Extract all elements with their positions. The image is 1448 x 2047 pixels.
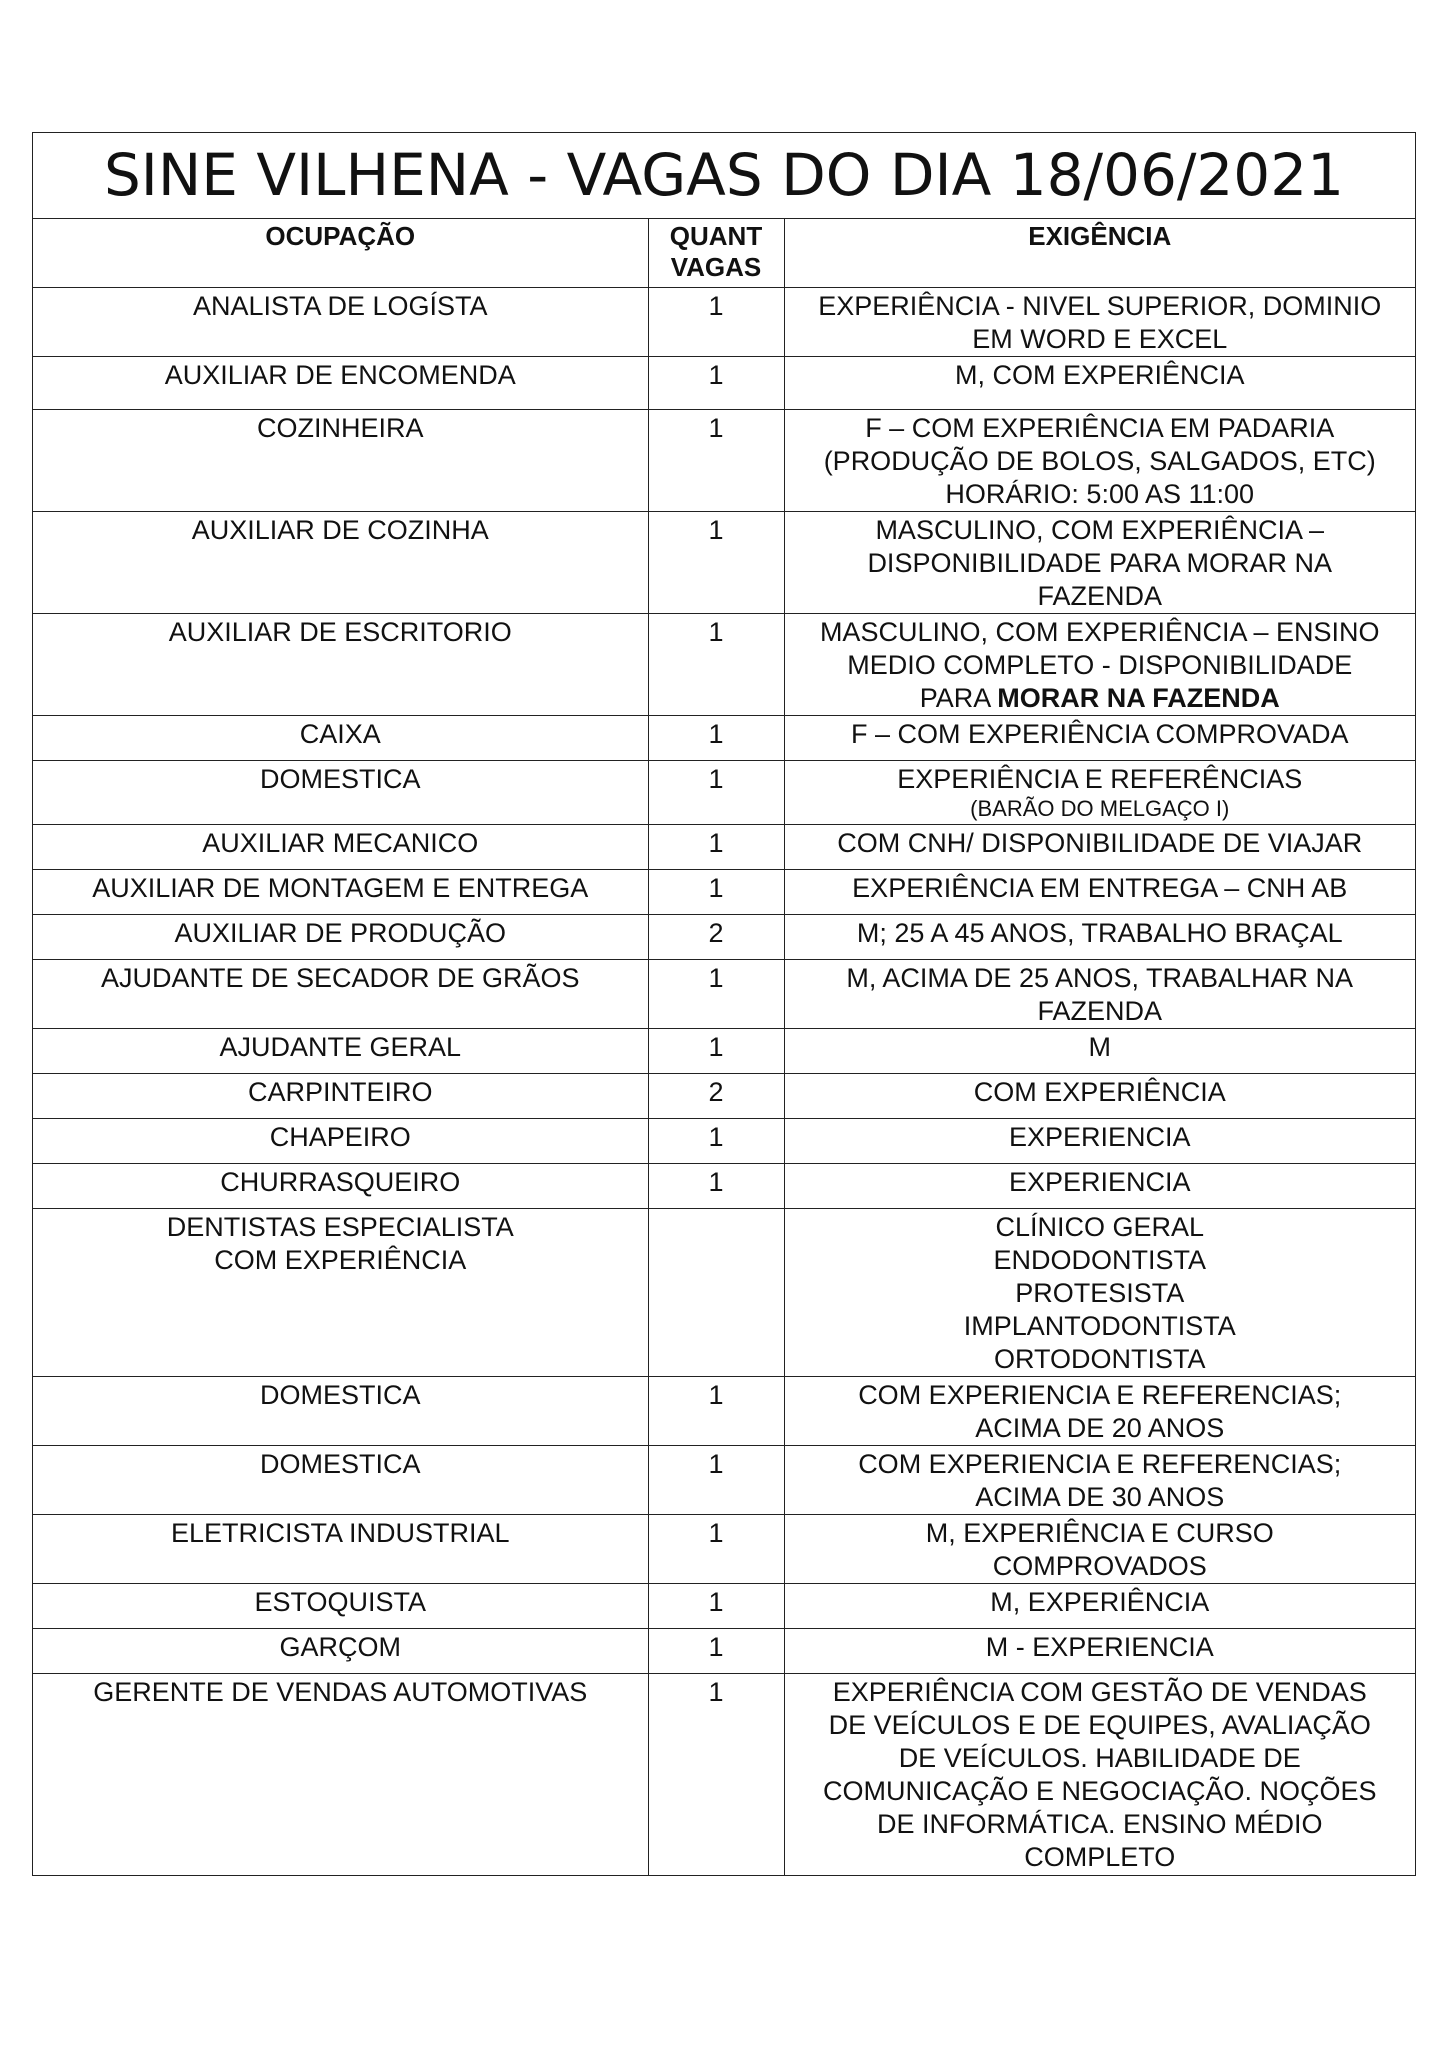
exigencia-bold-part: MORAR NA FAZENDA	[997, 682, 1280, 713]
cell-exigencia	[784, 1163, 1415, 1208]
cell-exigencia	[784, 869, 1415, 914]
ocupacao-text: AUXILIAR MECANICO	[202, 827, 479, 858]
cell-quant-vagas: 1	[648, 869, 784, 914]
table-row	[33, 511, 1415, 613]
cell-exigencia	[784, 914, 1415, 959]
exigencia-text: COM EXPERIENCIA E REFERENCIAS;	[858, 1448, 1342, 1479]
exigencia-text: EM WORD E EXCEL	[972, 323, 1228, 354]
ocupacao-text: CARPINTEIRO	[247, 1076, 433, 1107]
cell-exigencia	[784, 287, 1415, 356]
exigencia-text: ACIMA DE 20 ANOS	[975, 1412, 1225, 1443]
cell-ocupacao	[33, 959, 648, 1028]
cell-exigencia	[784, 1673, 1415, 1875]
ocupacao-text: AJUDANTE GERAL	[219, 1031, 462, 1062]
cell-ocupacao	[33, 1028, 648, 1073]
ocupacao-text: GARÇOM	[279, 1631, 401, 1662]
ocupacao-text: CAIXA	[299, 718, 381, 749]
cell-exigencia	[784, 511, 1415, 613]
cell-quant-vagas: 1	[648, 511, 784, 613]
exigencia-text: FAZENDA	[1037, 995, 1163, 1026]
exigencia-text: COMPROVADOS	[992, 1550, 1207, 1581]
cell-quant-vagas: 1	[648, 1445, 784, 1514]
exigencia-text: EXPERIÊNCIA EM ENTREGA – CNH AB	[852, 872, 1348, 903]
cell-quant-vagas: 1	[648, 1376, 784, 1445]
cell-quant-vagas: 1	[648, 715, 784, 760]
cell-exigencia	[784, 959, 1415, 1028]
cell-ocupacao	[33, 1445, 648, 1514]
exigencia-text: ENDODONTISTA	[993, 1244, 1206, 1275]
exigencia-text: M, COM EXPERIÊNCIA	[954, 359, 1245, 390]
exigencia-text: F – COM EXPERIÊNCIA COMPROVADA	[850, 718, 1349, 749]
exigencia-plain-part: PARA	[919, 682, 998, 713]
ocupacao-text: DENTISTAS ESPECIALISTA	[166, 1211, 514, 1242]
cell-ocupacao	[33, 356, 648, 409]
cell-quant-vagas: 1	[648, 1028, 784, 1073]
cell-exigencia	[784, 715, 1415, 760]
cell-ocupacao	[33, 1514, 648, 1583]
ocupacao-text: DOMESTICA	[259, 1379, 421, 1410]
table-row	[33, 287, 1415, 356]
exigencia-text: DE INFORMÁTICA. ENSINO MÉDIO	[876, 1808, 1323, 1839]
table-row	[33, 409, 1415, 511]
exigencia-text: EXPERIÊNCIA E REFERÊNCIAS	[897, 763, 1303, 794]
table-row	[33, 1118, 1415, 1163]
cell-quant-vagas: 2	[648, 914, 784, 959]
cell-quant-vagas: 1	[648, 409, 784, 511]
cell-quant-vagas: 1	[648, 356, 784, 409]
header-quant-line1: QUANT	[669, 221, 763, 251]
cell-ocupacao	[33, 1208, 648, 1376]
cell-exigencia	[784, 824, 1415, 869]
cell-exigencia	[784, 1445, 1415, 1514]
cell-ocupacao	[33, 1163, 648, 1208]
exigencia-text: ORTODONTISTA	[993, 1343, 1206, 1374]
table-row	[33, 715, 1415, 760]
ocupacao-text: AUXILIAR DE PRODUÇÃO	[174, 917, 507, 948]
exigencia-text: M, EXPERIÊNCIA	[990, 1586, 1210, 1617]
exigencia-text: M; 25 A 45 ANOS, TRABALHO BRAÇAL	[856, 917, 1343, 948]
exigencia-text-mixed	[791, 682, 1410, 715]
exigencia-text: FAZENDA	[1037, 580, 1163, 611]
exigencia-text: COMUNICAÇÃO E NEGOCIAÇÃO. NOÇÕES	[822, 1775, 1377, 1806]
cell-ocupacao	[33, 1628, 648, 1673]
header-quant-line2: VAGAS	[670, 252, 762, 282]
ocupacao-text: AUXILIAR DE ENCOMENDA	[164, 359, 516, 390]
cell-exigencia	[784, 1376, 1415, 1445]
table-row	[33, 1514, 1415, 1583]
table-row	[33, 356, 1415, 409]
cell-quant-vagas: 1	[648, 1163, 784, 1208]
cell-exigencia	[784, 409, 1415, 511]
exigencia-text: COMPLETO	[1024, 1841, 1176, 1872]
cell-ocupacao	[33, 1376, 648, 1445]
cell-exigencia	[784, 1073, 1415, 1118]
table-header-row	[33, 219, 1415, 287]
exigencia-text: MASCULINO, COM EXPERIÊNCIA – ENSINO	[819, 616, 1380, 647]
cell-ocupacao	[33, 914, 648, 959]
cell-quant-vagas: 1	[648, 824, 784, 869]
cell-ocupacao	[33, 409, 648, 511]
ocupacao-text: ANALISTA DE LOGÍSTA	[192, 290, 488, 321]
cell-quant-vagas: 1	[648, 1514, 784, 1583]
table-row	[33, 1583, 1415, 1628]
table-row	[33, 613, 1415, 715]
cell-quant-vagas: 1	[648, 760, 784, 824]
exigencia-text: EXPERIENCIA	[1008, 1166, 1191, 1197]
ocupacao-text: AUXILIAR DE COZINHA	[191, 514, 489, 545]
table-row	[33, 824, 1415, 869]
cell-exigencia	[784, 1583, 1415, 1628]
ocupacao-text: AUXILIAR DE MONTAGEM E ENTREGA	[92, 872, 589, 903]
table-row	[33, 1376, 1415, 1445]
cell-ocupacao	[33, 715, 648, 760]
table-row	[33, 1628, 1415, 1673]
cell-ocupacao	[33, 287, 648, 356]
cell-ocupacao	[33, 613, 648, 715]
exigencia-text: M, ACIMA DE 25 ANOS, TRABALHAR NA	[846, 962, 1354, 993]
table-body	[33, 287, 1415, 1875]
page-title: SINE VILHENA - VAGAS DO DIA 18/06/2021	[33, 133, 1415, 219]
cell-quant-vagas: 1	[648, 1583, 784, 1628]
header-ocupacao: OCUPAÇÃO	[33, 219, 648, 287]
ocupacao-text: ESTOQUISTA	[254, 1586, 427, 1617]
job-listing-sheet	[32, 132, 1416, 1876]
exigencia-text: EXPERIÊNCIA - NIVEL SUPERIOR, DOMINIO	[818, 290, 1382, 321]
exigencia-text: (PRODUÇÃO DE BOLOS, SALGADOS, ETC)	[823, 445, 1376, 476]
ocupacao-text: AJUDANTE DE SECADOR DE GRÃOS	[100, 962, 580, 993]
cell-ocupacao	[33, 1673, 648, 1875]
exigencia-text: ACIMA DE 30 ANOS	[975, 1481, 1225, 1512]
cell-quant-vagas: 2	[648, 1073, 784, 1118]
cell-quant-vagas: 1	[648, 1673, 784, 1875]
table-row	[33, 760, 1415, 824]
cell-quant-vagas: 1	[648, 287, 784, 356]
exigencia-text: COM EXPERIENCIA E REFERENCIAS;	[858, 1379, 1342, 1410]
cell-exigencia	[784, 613, 1415, 715]
cell-ocupacao	[33, 1583, 648, 1628]
cell-ocupacao	[33, 869, 648, 914]
ocupacao-text: CHURRASQUEIRO	[220, 1166, 461, 1197]
cell-quant-vagas: 1	[648, 1118, 784, 1163]
exigencia-text: M, EXPERIÊNCIA E CURSO	[925, 1517, 1274, 1548]
exigencia-text: IMPLANTODONTISTA	[963, 1310, 1236, 1341]
exigencia-text: EXPERIENCIA	[1008, 1121, 1191, 1152]
table-row	[33, 1163, 1415, 1208]
table-row	[33, 1073, 1415, 1118]
header-quant-vagas	[648, 219, 784, 287]
ocupacao-text: DOMESTICA	[259, 1448, 421, 1479]
exigencia-text: MEDIO COMPLETO - DISPONIBILIDADE	[847, 649, 1353, 680]
exigencia-text: DISPONIBILIDADE PARA MORAR NA	[867, 547, 1333, 578]
exigencia-text: HORÁRIO: 5:00 AS 11:00	[945, 478, 1255, 509]
cell-quant-vagas	[648, 1208, 784, 1376]
cell-quant-vagas: 1	[648, 1628, 784, 1673]
cell-exigencia	[784, 760, 1415, 824]
table-row	[33, 1673, 1415, 1875]
cell-exigencia	[784, 1514, 1415, 1583]
exigencia-text: PROTESISTA	[1015, 1277, 1185, 1308]
ocupacao-text: COZINHEIRA	[256, 412, 424, 443]
cell-ocupacao	[33, 760, 648, 824]
cell-quant-vagas: 1	[648, 959, 784, 1028]
table-row	[33, 869, 1415, 914]
vacancies-table	[33, 219, 1415, 1875]
ocupacao-text: GERENTE DE VENDAS AUTOMOTIVAS	[93, 1676, 588, 1707]
table-row	[33, 1445, 1415, 1514]
ocupacao-text: DOMESTICA	[259, 763, 421, 794]
ocupacao-text: ELETRICISTA INDUSTRIAL	[170, 1517, 510, 1548]
header-exigencia: EXIGÊNCIA	[784, 219, 1415, 287]
exigencia-text: F – COM EXPERIÊNCIA EM PADARIA	[865, 412, 1335, 443]
ocupacao-text: CHAPEIRO	[269, 1121, 411, 1152]
exigencia-text: M	[1088, 1031, 1111, 1062]
cell-ocupacao	[33, 824, 648, 869]
table-row	[33, 914, 1415, 959]
exigencia-text: MASCULINO, COM EXPERIÊNCIA –	[875, 514, 1325, 545]
cell-exigencia	[784, 1208, 1415, 1376]
table-row	[33, 1028, 1415, 1073]
cell-exigencia	[784, 1028, 1415, 1073]
ocupacao-text: COM EXPERIÊNCIA	[214, 1244, 467, 1275]
cell-exigencia	[784, 1118, 1415, 1163]
cell-ocupacao	[33, 1073, 648, 1118]
exigencia-text: COM CNH/ DISPONIBILIDADE DE VIAJAR	[837, 827, 1363, 858]
cell-quant-vagas: 1	[648, 613, 784, 715]
cell-exigencia	[784, 1628, 1415, 1673]
exigencia-note: (BARÃO DO MELGAÇO I)	[970, 795, 1230, 821]
exigencia-text: DE VEÍCULOS E DE EQUIPES, AVALIAÇÃO	[828, 1709, 1371, 1740]
exigencia-text: CLÍNICO GERAL	[995, 1211, 1205, 1242]
cell-ocupacao	[33, 1118, 648, 1163]
table-row	[33, 959, 1415, 1028]
exigencia-text: M - EXPERIENCIA	[985, 1631, 1214, 1662]
exigencia-text: EXPERIÊNCIA COM GESTÃO DE VENDAS	[832, 1676, 1367, 1707]
cell-exigencia	[784, 356, 1415, 409]
exigencia-text: DE VEÍCULOS. HABILIDADE DE	[898, 1742, 1301, 1773]
cell-ocupacao	[33, 511, 648, 613]
ocupacao-text: AUXILIAR DE ESCRITORIO	[168, 616, 512, 647]
table-row	[33, 1208, 1415, 1376]
exigencia-text: COM EXPERIÊNCIA	[973, 1076, 1226, 1107]
